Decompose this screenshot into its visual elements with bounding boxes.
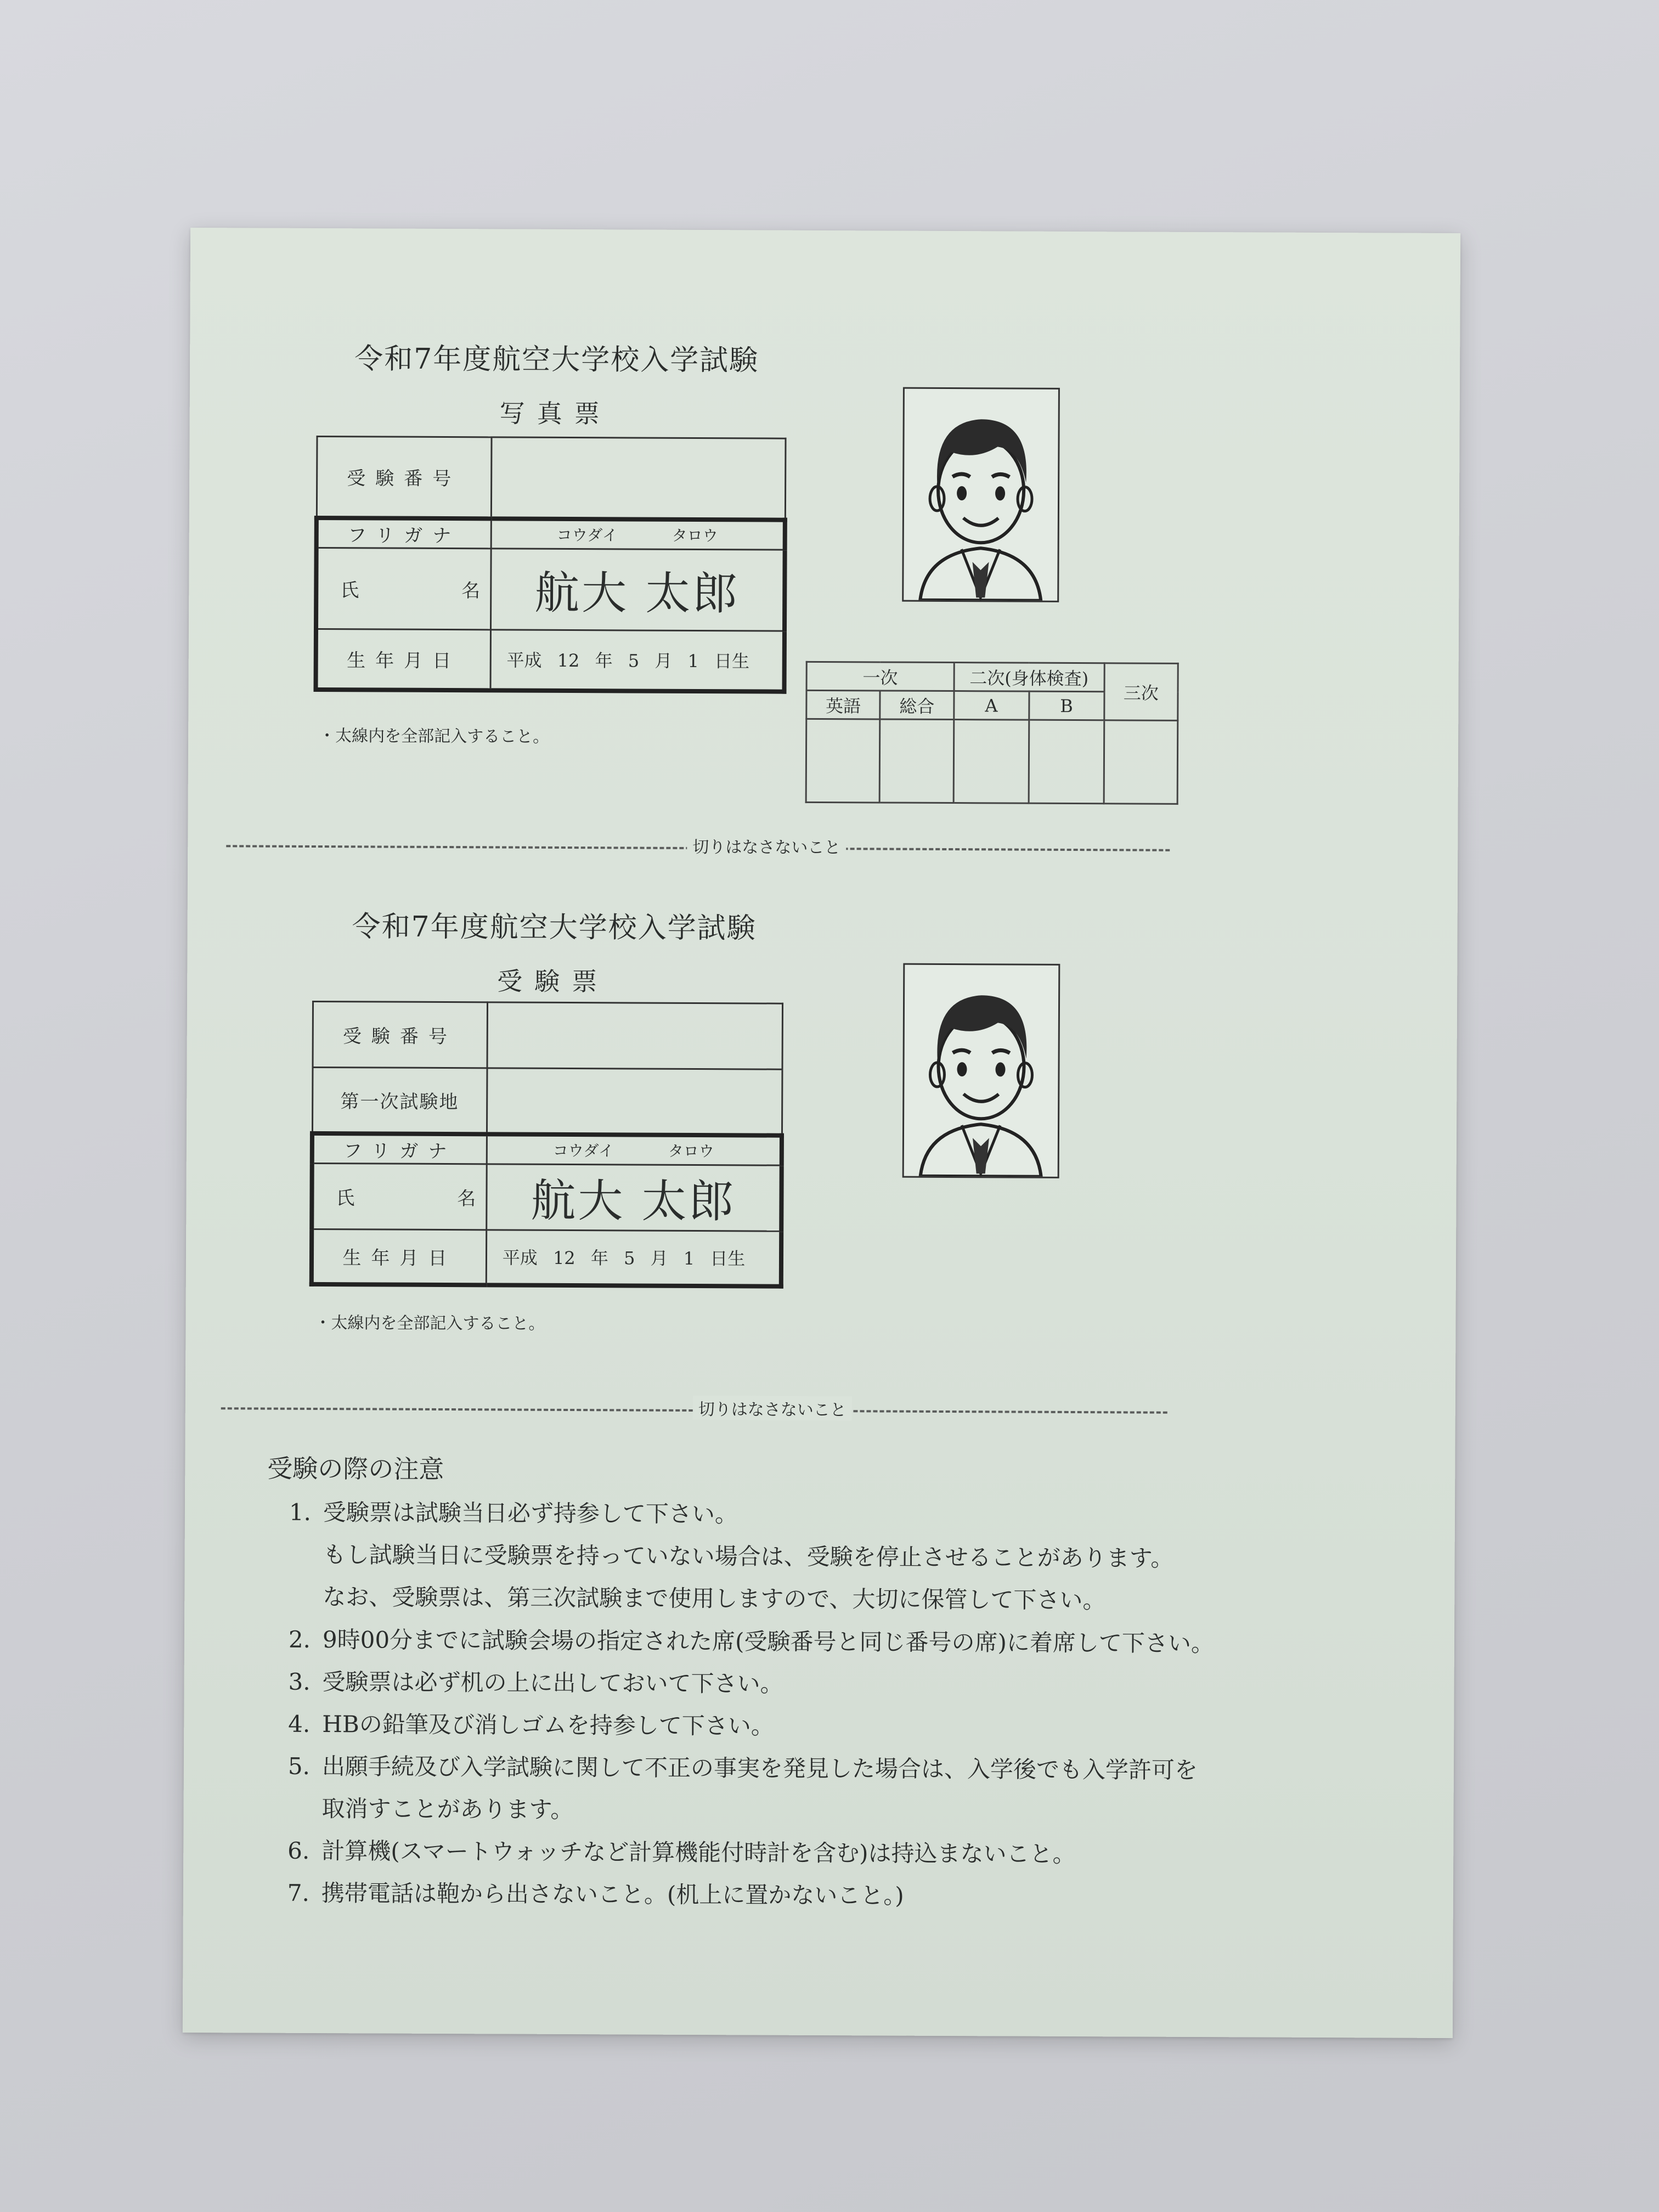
furigana-value[interactable]: コウダイ タロウ	[487, 1134, 782, 1165]
score-third-cell	[1104, 720, 1178, 804]
exam-number-label: 受験番号	[313, 1001, 488, 1068]
score-second-header: 二次(身体検査)	[954, 663, 1104, 692]
score-a-header: A	[953, 691, 1029, 720]
cut-line-label: 切りはなさないこと	[693, 1396, 852, 1420]
score-a-cell	[953, 720, 1029, 804]
instruction-item-1: 1. 受験票は試験当日必ず持参して下さい。	[289, 1498, 738, 1528]
dob-label: 生年月日	[312, 1229, 487, 1284]
exam-number-field[interactable]	[487, 1002, 782, 1069]
score-b-cell	[1029, 720, 1104, 804]
furigana-label: フリガナ	[312, 1133, 487, 1164]
avatar-illustration-icon	[904, 389, 1058, 601]
avatar-illustration-icon	[904, 965, 1059, 1177]
applicant-photo	[902, 387, 1060, 602]
score-general-cell	[879, 719, 953, 803]
exam-number-field[interactable]	[491, 437, 785, 520]
score-first-header: 一次	[806, 662, 954, 691]
applicant-photo	[902, 963, 1060, 1178]
instruction-item-3: 3. 受験票は必ず机の上に出しておいて下さい。	[288, 1668, 783, 1697]
exam-ticket-note: ・太線内を全部記入すること。	[314, 1313, 545, 1334]
score-third-header: 三次	[1104, 663, 1178, 721]
score-english-header: 英語	[806, 690, 880, 719]
score-table	[805, 661, 1179, 805]
exam-ticket-form	[309, 1001, 785, 1288]
photo-ticket-subtitle: 写真票	[499, 398, 612, 429]
photo-ticket-note: ・太線内を全部記入すること。	[319, 726, 550, 747]
instruction-item-6: 6. 計算機(スマートウォッチなど計算機能付時計を含む)は持込まないこと。	[287, 1837, 1076, 1868]
name-value[interactable]: 航大 太郎	[487, 1164, 782, 1231]
name-label: 氏 名	[316, 548, 491, 629]
name-label: 氏 名	[312, 1163, 487, 1229]
name-value[interactable]: 航大 太郎	[490, 549, 785, 631]
photo-ticket-title: 令和7年度航空大学校入学試験	[354, 342, 759, 377]
furigana-label: フリガナ	[317, 517, 492, 548]
instructions-title: 受験の際の注意	[267, 1453, 444, 1485]
score-b-header: B	[1029, 691, 1104, 720]
exam-ticket-title: 令和7年度航空大学校入学試験	[352, 910, 757, 945]
photo-ticket-form	[314, 436, 788, 693]
exam-ticket-subtitle: 受験票	[497, 966, 610, 997]
exam-number-label: 受験番号	[317, 436, 492, 518]
instruction-item-2: 2. 9時00分までに試験会場の指定された席(受験番号と同じ番号の席)に着席して下さい。	[288, 1626, 1215, 1657]
instruction-item-1-line-2: もし試験当日に受験票を持っていない場合は、受験を停止させることがあります。	[323, 1541, 1174, 1572]
first-exam-site-label: 第一次試験地	[312, 1067, 487, 1133]
score-english-cell	[806, 719, 880, 803]
dob-label: 生年月日	[316, 629, 491, 690]
exam-admission-sheet	[183, 228, 1460, 2038]
instruction-item-1-line-3: なお、受験票は、第三次試験まで使用しますので、大切に保管して下さい。	[323, 1583, 1106, 1614]
instruction-item-4: 4. HBの鉛筆及び消しゴムを持参して下さい。	[288, 1710, 774, 1740]
furigana-value[interactable]: コウダイ タロウ	[491, 518, 785, 550]
instruction-item-5: 5. 出願手続及び入学試験に関して不正の事実を発見した場合は、入学後でも入学許可を	[287, 1752, 1198, 1784]
dob-value[interactable]: 平成 12 年 5 月 1 日生	[486, 1230, 781, 1286]
dob-value[interactable]: 平成 12 年 5 月 1 日生	[490, 630, 785, 691]
cut-line-label: 切りはなさないこと	[687, 833, 846, 858]
score-general-header: 総合	[880, 691, 953, 720]
instruction-item-7: 7. 携帯電話は鞄から出さないこと。(机上に置かないこと。)	[287, 1879, 904, 1909]
first-exam-site-field[interactable]	[487, 1068, 782, 1135]
instruction-item-5-line-2: 取消すことがあります。	[321, 1795, 574, 1824]
